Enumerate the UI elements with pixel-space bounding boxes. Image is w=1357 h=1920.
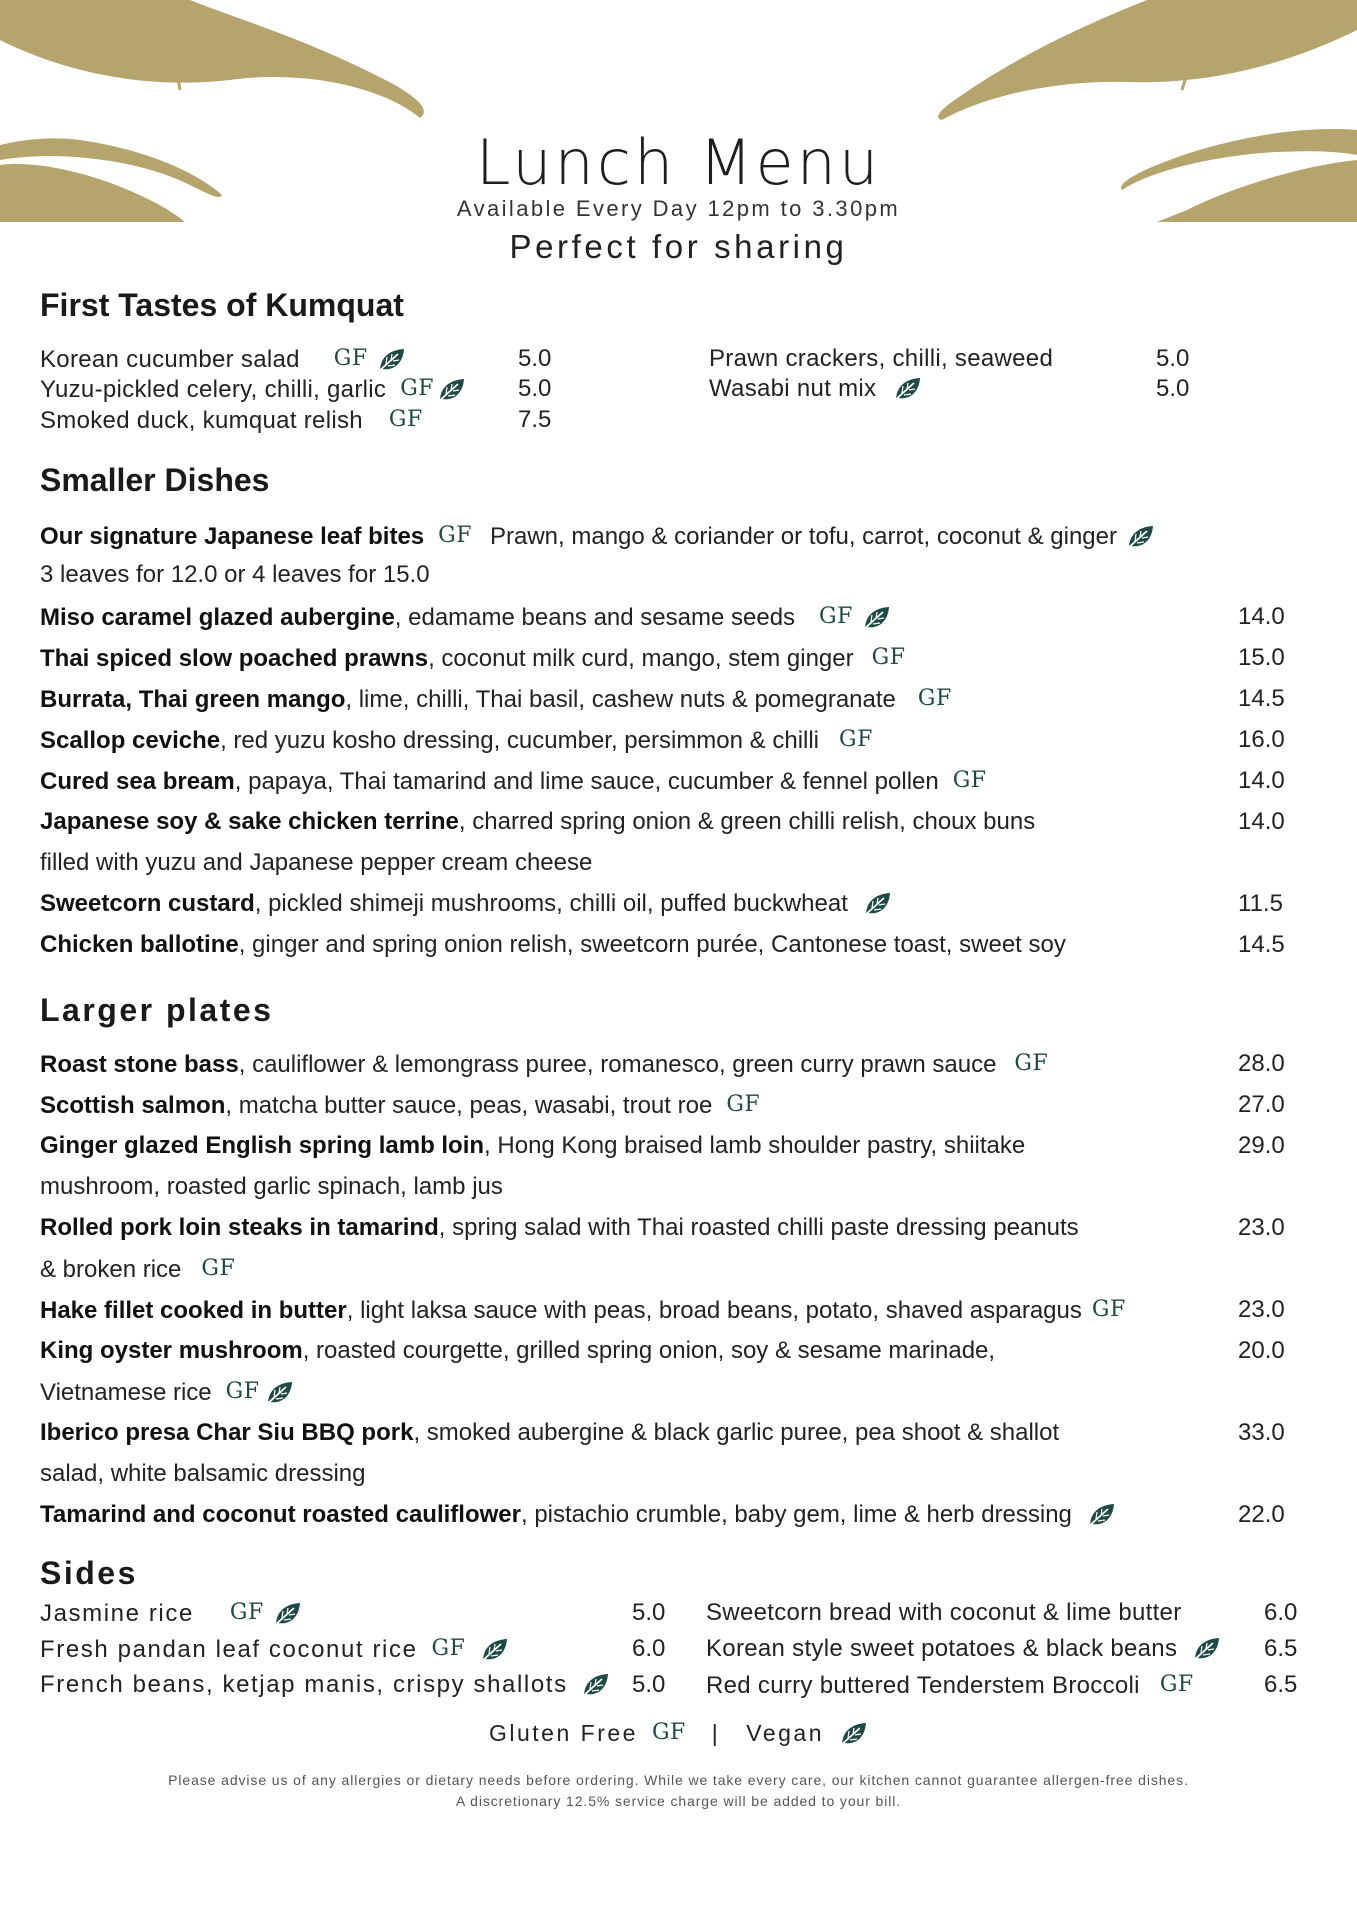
page-title: Lunch Menu: [475, 126, 882, 199]
gluten-free-mark: GF: [1159, 1672, 1194, 1697]
leaf-icon: [272, 1601, 302, 1627]
item-price: 6.5: [1264, 1671, 1298, 1698]
availability-subtitle: Available Every Day 12pm to 3.30pm: [456, 196, 901, 221]
item-price: 11.5: [1238, 890, 1283, 917]
list-item: Sweetcorn bread with coconut & lime butter: [706, 1599, 1182, 1626]
list-item: Scallop ceviche, red yuzu kosho dressing, cucumber, persimmon & chilli GF: [40, 727, 873, 754]
list-item: Japanese soy & sake chicken terrine, charred spring onion & green chilli relish, choux buns: [40, 808, 1036, 835]
gluten-free-mark: GF: [388, 407, 423, 432]
list-item-continuation: Vietnamese rice GF: [40, 1377, 294, 1408]
leaf-icon: [862, 891, 892, 917]
list-item-continuation: filled with yuzu and Japanese pepper cream cheese: [40, 849, 593, 876]
list-item-continuation: mushroom, roasted garlic spinach, lamb jus: [40, 1173, 503, 1200]
item-price: 6.0: [632, 1635, 666, 1662]
list-item: Korean cucumber salad GF: [40, 344, 406, 375]
item-price: 27.0: [1238, 1091, 1285, 1118]
gluten-free-mark: GF: [952, 768, 987, 793]
list-item: Korean style sweet potatoes & black beans: [706, 1634, 1221, 1664]
gluten-free-mark: GF: [1014, 1051, 1049, 1076]
list-item: Fresh pandan leaf coconut rice GF: [40, 1634, 509, 1665]
gluten-free-mark: GF: [431, 1636, 466, 1661]
item-price: 20.0: [1238, 1337, 1285, 1364]
list-item: French beans, ketjap manis, crispy shallots: [40, 1670, 610, 1700]
gluten-free-mark: GF: [229, 1600, 264, 1625]
item-price: 14.0: [1238, 767, 1285, 794]
list-item: King oyster mushroom, roasted courgette, grilled spring onion, soy & sesame marinade,: [40, 1337, 996, 1364]
list-item: Roast stone bass, cauliflower & lemongrass puree, romanesco, green curry prawn sauce GF: [40, 1051, 1049, 1078]
item-price: 14.5: [1238, 685, 1285, 712]
list-item: Miso caramel glazed aubergine, edamame beans and sesame seeds GF: [40, 602, 891, 633]
sharing-tagline: Perfect for sharing: [509, 228, 848, 265]
legend-vegan-label: Vegan: [746, 1720, 825, 1746]
gluten-free-mark: GF: [726, 1092, 761, 1117]
list-item-continuation: salad, white balsamic dressing: [40, 1460, 366, 1487]
leaf-icon: [1191, 1636, 1221, 1662]
list-item: Sweetcorn custard, pickled shimeji mushrooms, chilli oil, puffed buckwheat: [40, 889, 892, 919]
gluten-free-mark: GF: [917, 686, 952, 711]
list-item: Cured sea bream, papaya, Thai tamarind and lime sauce, cucumber & fennel pollen GF: [40, 768, 987, 795]
list-item: Tamarind and coconut roasted cauliflower, pistachio crumble, baby gem, lime & herb dressing: [40, 1500, 1116, 1530]
item-price: 5.0: [518, 375, 552, 402]
gluten-free-mark: GF: [225, 1379, 260, 1404]
leaf-icon: [264, 1380, 294, 1406]
leaf-icon: [479, 1637, 509, 1663]
item-price: 5.0: [1156, 375, 1190, 402]
leaf-icon: [892, 376, 922, 402]
item-price: 23.0: [1238, 1296, 1285, 1323]
list-item: Scottish salmon, matcha butter sauce, peas, wasabi, trout roe GF: [40, 1092, 761, 1119]
item-price: 14.0: [1238, 808, 1285, 835]
item-price: 23.0: [1238, 1214, 1285, 1241]
service-charge-note: A discretionary 12.5% service charge will be added to your bill.: [455, 1793, 902, 1809]
gluten-free-mark: GF: [651, 1720, 686, 1745]
list-item: Yuzu-pickled celery, chilli, garlic GF: [40, 374, 466, 405]
item-price: 22.0: [1238, 1501, 1285, 1528]
gluten-free-mark: GF: [839, 727, 873, 752]
leaf-icon: [861, 605, 891, 631]
leaf-icon: [376, 347, 406, 373]
legend-gluten-free-label: Gluten Free: [488, 1720, 638, 1746]
gluten-free-mark: GF: [201, 1256, 236, 1281]
section-heading-smaller-dishes: Smaller Dishes: [40, 462, 270, 498]
item-price: 5.0: [1156, 345, 1190, 372]
gluten-free-mark: GF: [400, 376, 435, 401]
list-item: Thai spiced slow poached prawns, coconut milk curd, mango, stem ginger GF: [40, 645, 906, 672]
leaf-icon: [580, 1672, 610, 1698]
list-item: Jasmine rice GF: [40, 1598, 302, 1629]
item-price: 5.0: [518, 345, 552, 372]
item-price: 29.0: [1238, 1132, 1285, 1159]
item-price: 14.5: [1238, 931, 1285, 958]
item-price: 5.0: [632, 1671, 666, 1698]
dietary-legend: [0, 1720, 1357, 1747]
legend-separator: |: [711, 1720, 721, 1746]
list-item: Burrata, Thai green mango, lime, chilli, Thai basil, cashew nuts & pomegranate GF: [40, 686, 952, 713]
leaf-icon: [838, 1721, 868, 1747]
item-price: 28.0: [1238, 1050, 1285, 1077]
item-price: 14.0: [1238, 603, 1285, 630]
leaf-icon: [1086, 1502, 1116, 1528]
gluten-free-mark: GF: [333, 346, 368, 371]
leaf-icon: [1125, 524, 1155, 550]
signature-dish: Our signature Japanese leaf bites GF Prawn, mango & coriander or tofu, carrot, coconut & ginger: [40, 521, 1155, 552]
section-heading-first-tastes: First Tastes of Kumquat: [40, 287, 404, 323]
list-item: Smoked duck, kumquat relish GF: [40, 407, 423, 434]
list-item: Iberico presa Char Siu BBQ pork, smoked aubergine & black garlic puree, pea shoot & shallot: [40, 1419, 1060, 1446]
item-price: 6.0: [1264, 1599, 1298, 1626]
gluten-free-mark: GF: [819, 604, 853, 629]
gluten-free-mark: GF: [1091, 1297, 1126, 1322]
section-heading-larger-plates: Larger plates: [40, 992, 274, 1028]
list-item-continuation: & broken rice GF: [40, 1256, 236, 1283]
item-price: 16.0: [1238, 726, 1285, 753]
list-item: Wasabi nut mix: [709, 374, 922, 404]
section-heading-sides: Sides: [40, 1555, 138, 1591]
list-item: Ginger glazed English spring lamb loin, Hong Kong braised lamb shoulder pastry, shiitake: [40, 1132, 1026, 1159]
allergy-note: Please advise us of any allergies or dietary needs before ordering. While we take every care, our kitchen cannot guarantee allergen-free dishes.: [168, 1772, 1189, 1788]
list-item: Prawn crackers, chilli, seaweed: [709, 345, 1054, 372]
list-item: Rolled pork loin steaks in tamarind, spring salad with Thai roasted chilli paste dressing peanuts: [40, 1214, 1079, 1241]
signature-dish-pricing: 3 leaves for 12.0 or 4 leaves for 15.0: [40, 561, 430, 588]
item-price: 15.0: [1238, 644, 1285, 671]
list-item: Hake fillet cooked in butter, light laksa sauce with peas, broad beans, potato, shaved asparagus GF: [40, 1297, 1126, 1324]
leaf-icon: [436, 377, 466, 403]
item-price: 7.5: [518, 406, 552, 433]
list-item: Red curry buttered Tenderstem Broccoli GF: [706, 1672, 1194, 1699]
item-price: 6.5: [1264, 1635, 1298, 1662]
gluten-free-mark: GF: [871, 645, 906, 670]
list-item: Chicken ballotine, ginger and spring onion relish, sweetcorn purée, Cantonese toast, sweet soy: [40, 931, 1066, 958]
item-price: 33.0: [1238, 1419, 1285, 1446]
gluten-free-mark: GF: [438, 523, 472, 548]
item-price: 5.0: [632, 1599, 666, 1626]
